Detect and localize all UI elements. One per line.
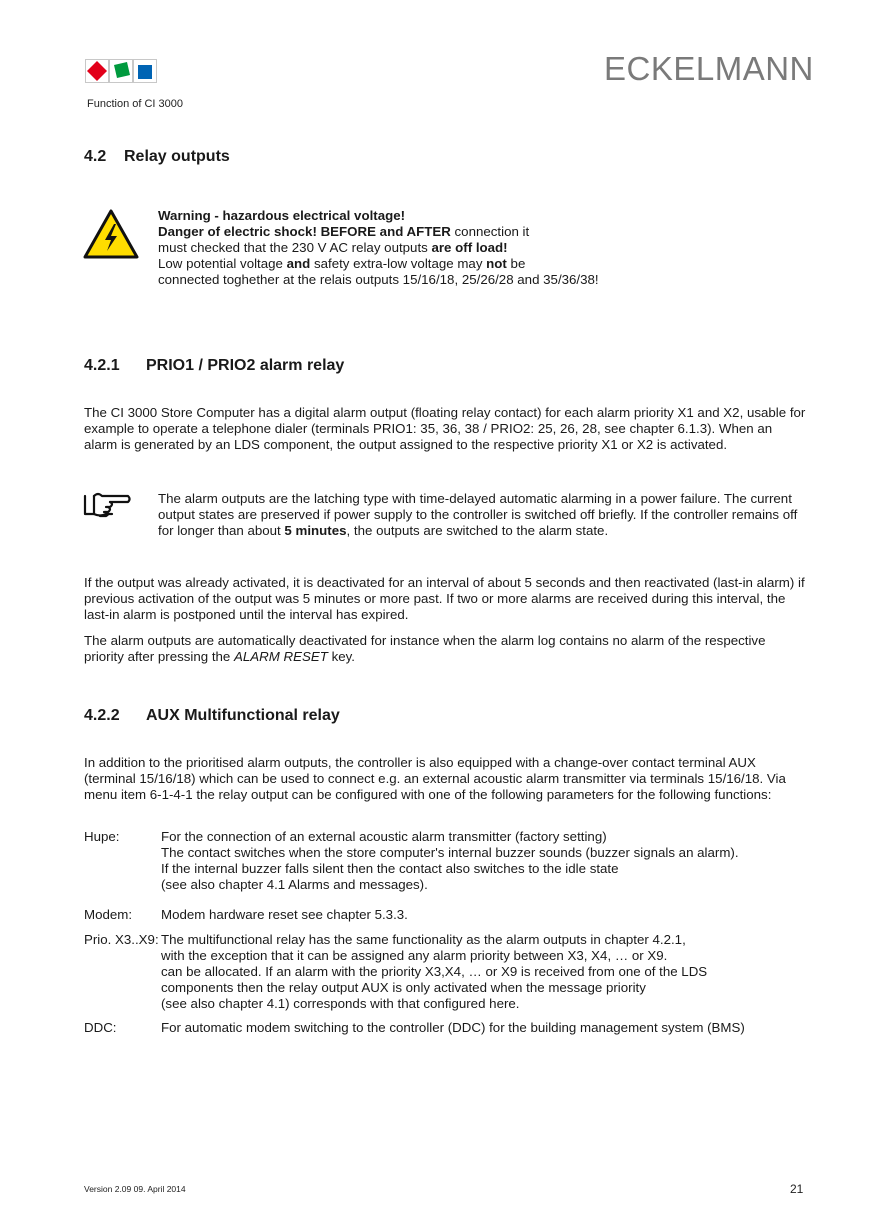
paragraph: The CI 3000 Store Computer has a digital alarm output (floating relay contact) for each alarm priority X1 and X2, usable for example to operate a telephone dialer (terminals PRIO1: 35, 36, 38 / PRIO2: 25, 26, 28, see chapter 6.1.3). When an alarm is generated by an LDS component, the output assigned to the respective priority X1 or X2 is activated.	[84, 405, 806, 452]
definition-line: The contact switches when the store computer's internal buzzer sounds (buzzer signals an alarm).	[161, 845, 739, 860]
note	[158, 491, 808, 539]
running-header: Function of CI 3000	[87, 98, 184, 110]
definition-line: For automatic modem switching to the controller (DDC) for the building management system (BMS)	[161, 1020, 745, 1035]
warning-title: Warning - hazardous electrical voltage!	[158, 208, 406, 223]
definition-term: Hupe:	[84, 829, 120, 844]
warning-text: safety extra-low voltage may	[310, 256, 487, 271]
definition-line: (see also chapter 4.1) corresponds with that configured here.	[161, 996, 520, 1011]
definition-line: For the connection of an external acoustic alarm transmitter (factory setting)	[161, 829, 607, 844]
warning-text: connected toghether at the relais outputs 15/16/18, 25/26/28 and 35/36/38!	[158, 272, 599, 287]
definition-line: If the internal buzzer falls silent then the contact also switches to the idle state	[161, 861, 619, 876]
warning-text: must checked that the 230 V AC relay outputs	[158, 240, 432, 255]
section-number: 4.2.1	[84, 357, 120, 374]
paragraph: If the output was already activated, it is deactivated for an interval of about 5 seconds and then reactivated (last-in alarm) if previous activation of the output was 5 minutes or more past. If two or more alarms are received during this interval, the last-in alarm is postponed until the interval has expired.	[84, 575, 805, 622]
definition-term: DDC:	[84, 1020, 117, 1035]
definition-line: Modem hardware reset see chapter 5.3.3.	[161, 907, 408, 922]
paragraph-text: The alarm outputs are automatically deactivated for instance when the alarm log contains no alarm of the respective priority after pressing the	[84, 633, 766, 664]
note-emphasis: 5 minutes	[284, 523, 347, 538]
page-number: 21	[790, 1182, 804, 1196]
warning-text: Low potential voltage	[158, 256, 287, 271]
definition-line: with the exception that it can be assigned any alarm priority between X3, X4, … or X9.	[161, 948, 668, 963]
definition-term: Modem:	[84, 907, 133, 922]
paragraph: In addition to the prioritised alarm outputs, the controller is also equipped with a change-over contact terminal AUX (terminal 15/16/18) which can be used to connect e.g. an external acoustic alarm transmitter via terminals 15/16/18. Via menu item 6-1-4-1 the relay output can be configured with one of the following parameters for the following functions:	[84, 755, 786, 802]
warning-emphasis: are off load!	[431, 240, 508, 255]
warning-text: be	[506, 256, 526, 271]
definition-line: components then the relay output AUX is only activated when the message priority	[161, 980, 646, 995]
definition-term: Prio. X3..X9:	[84, 932, 159, 947]
key-name: ALARM RESET	[234, 649, 328, 664]
section-title: PRIO1 / PRIO2 alarm relay	[146, 357, 345, 374]
section-number: 4.2.2	[84, 707, 120, 724]
section-title: Relay outputs	[124, 148, 230, 165]
warning-box	[158, 208, 798, 288]
pointing-hand-icon	[82, 490, 132, 518]
footer-version: Version 2.09 09. April 2014	[84, 1184, 186, 1194]
definition-line: The multifunctional relay has the same functionality as the alarm outputs in chapter 4.2.1,	[161, 932, 686, 947]
logo-blue-square	[138, 65, 152, 79]
section-heading-4-2-1	[84, 357, 344, 375]
warning-emphasis: and	[286, 256, 311, 271]
definition-item-modem	[84, 907, 824, 923]
section-number: 4.2	[84, 148, 107, 165]
warning-danger: Danger of electric shock! BEFORE and AFTER	[158, 224, 451, 239]
note-text: The alarm outputs are the latching type with time-delayed automatic alarming in a power failure. The current output states are preserved if power supply to the controller is switched off briefly. If the controller remains off for longer than about	[158, 491, 798, 538]
warning-text: connection it	[450, 224, 530, 239]
definition-line: (see also chapter 4.1 Alarms and messages).	[161, 877, 428, 892]
definition-item-prio	[84, 932, 824, 1012]
eckelmann-logo-icon	[85, 59, 157, 83]
note-text: , the outputs are switched to the alarm state.	[346, 523, 609, 538]
high-voltage-warning-icon	[83, 209, 139, 259]
definition-line: can be allocated. If an alarm with the priority X3,X4, … or X9 is received from one of the LDS	[161, 964, 708, 979]
paragraph-text: key.	[327, 649, 355, 664]
section-title: AUX Multifunctional relay	[146, 707, 340, 724]
brand-wordmark: ECKELMANN	[604, 50, 814, 87]
section-heading-4-2	[84, 148, 230, 166]
paragraph	[84, 633, 809, 665]
section-heading-4-2-2	[84, 707, 340, 725]
definition-item-hupe	[84, 829, 824, 893]
warning-emphasis: not	[486, 256, 507, 271]
definition-item-ddc	[84, 1020, 824, 1036]
